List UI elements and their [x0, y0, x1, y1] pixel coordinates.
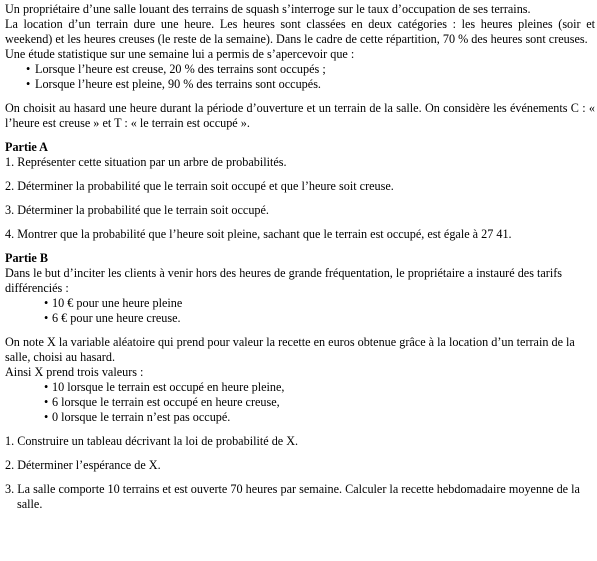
intro-paragraph-events: On choisit au hasard une heure durant la période d’ouverture et un terrain de la salle. On considère les événements C : « l’heure est creuse » et T : « le terrain est occupé ». [5, 101, 595, 130]
part-b-title: Partie B [5, 251, 48, 265]
part-a-question-2: 2. Déterminer la probabilité que le terrain soit occupé et que l’heure soit creuse. [5, 179, 394, 193]
part-a-question-4: 4. Montrer que la probabilité que l’heure soit pleine, sachant que le terrain est occupé, est égale à 27 41. [5, 227, 512, 241]
x-values-intro: Ainsi X prend trois valeurs : [5, 365, 144, 379]
occupation-bullet-pleine: • Lorsque l’heure est pleine, 90 % des terrains sont occupés. [5, 77, 595, 92]
exercise-document [5, 2, 595, 512]
part-a-section [5, 140, 595, 242]
x-definition: On note X la variable aléatoire qui prend pour valeur la recette en euros obtenue grâce à la location d’un terrain de la salle, choisi au hasard. [5, 335, 575, 364]
occupation-bullet-creuse: • Lorsque l’heure est creuse, 20 % des terrains sont occupés ; [5, 62, 595, 77]
part-a-title: Partie A [5, 140, 48, 154]
part-b-question-1: 1. Construire un tableau décrivant la loi de probabilité de X. [5, 434, 299, 448]
x-value-6: • 6 lorsque le terrain est occupé en heure creuse, [5, 395, 595, 410]
part-a-question-1: 1. Représenter cette situation par un arbre de probabilités. [5, 155, 287, 169]
tarif-heure-pleine: • 10 € pour une heure pleine [5, 296, 595, 311]
intro-paragraph-3: Une étude statistique sur une semaine lui a permis de s’apercevoir que : [5, 47, 355, 61]
intro-paragraph-2: La location d’un terrain dure une heure. Les heures sont classées en deux catégories : les heures pleines (soir et weekend) et les heures creuses (le reste de la semaine). Dans le cadre de cette répartition, 70 % des heures sont creuses. [5, 17, 595, 46]
part-b-question-2: 2. Déterminer l’espérance de X. [5, 458, 161, 472]
x-value-0: • 0 lorsque le terrain n’est pas occupé. [5, 410, 595, 425]
part-a-question-3: 3. Déterminer la probabilité que le terrain soit occupé. [5, 203, 269, 217]
part-b-question-3: 3. La salle comporte 10 terrains et est ouverte 70 heures par semaine. Calculer la recette hebdomadaire moyenne de la salle. [5, 482, 580, 511]
x-values-list [5, 380, 595, 425]
part-b-section [5, 251, 595, 512]
tarif-heure-creuse: • 6 € pour une heure creuse. [5, 311, 595, 326]
tarifs-list [5, 296, 595, 326]
intro-section [5, 2, 595, 131]
x-value-10: • 10 lorsque le terrain est occupé en heure pleine, [5, 380, 595, 395]
intro-paragraph-1: Un propriétaire d’une salle louant des terrains de squash s’interroge sur le taux d’occupation de ses terrains. [5, 2, 531, 16]
occupation-bullet-list [5, 62, 595, 92]
part-b-intro: Dans le but d’inciter les clients à venir hors des heures de grande fréquentation, le propriétaire a instauré des tarifs différenciés : [5, 266, 563, 295]
